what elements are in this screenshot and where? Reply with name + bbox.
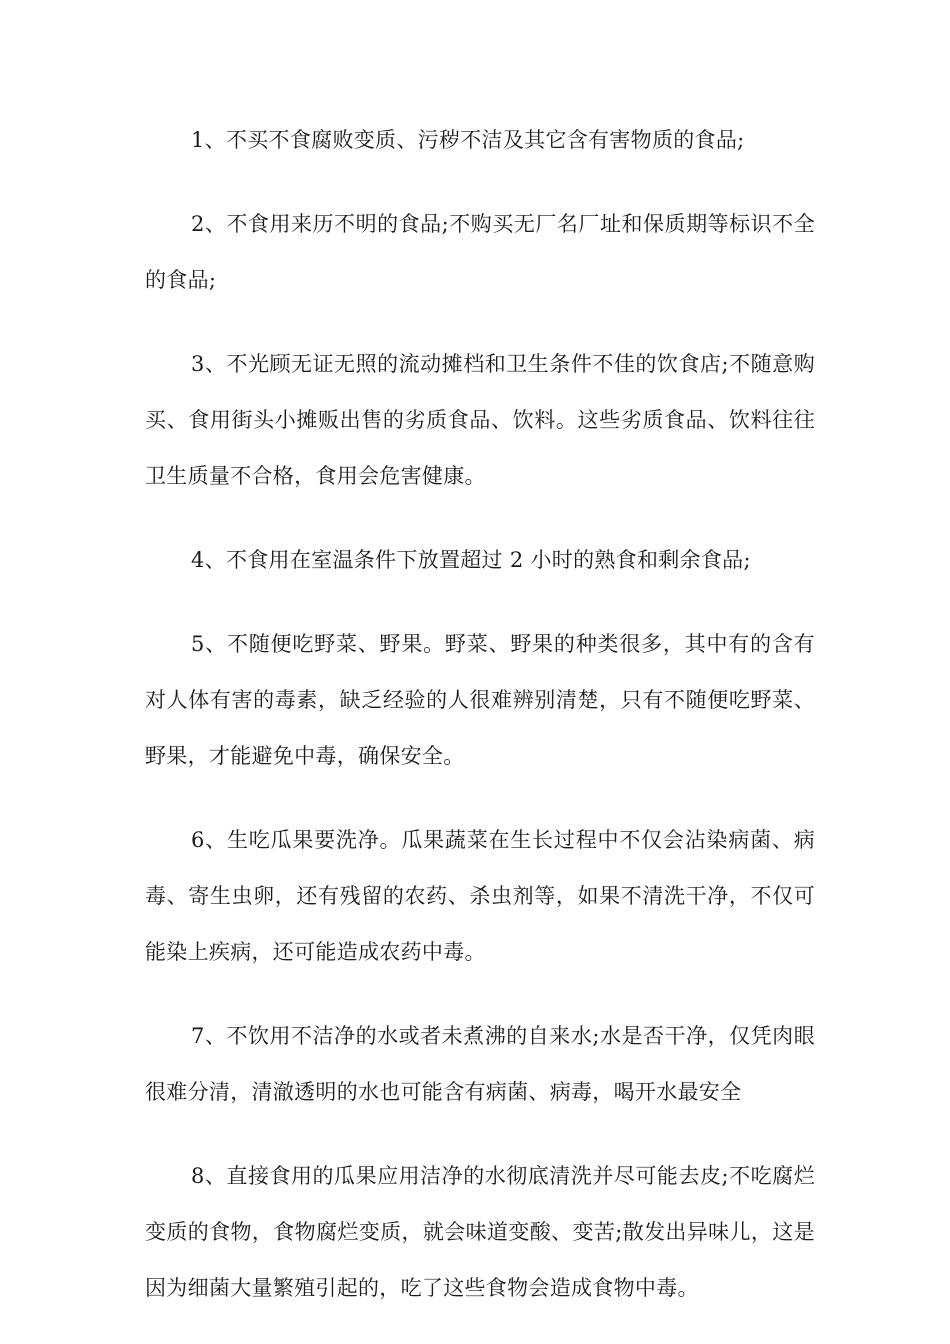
paragraph-7: 7、不饮用不洁净的水或者未煮沸的自来水;水是否干净，仅凭肉眼很难分清，清澈透明的水也可能含有病菌、病毒，喝开水最安全 [145,1024,815,1104]
paragraph-1: 1、不买不食腐败变质、污秽不洁及其它含有害物质的食品; [191,128,745,152]
paragraph-5: 5、不随便吃野菜、野果。野菜、野果的种类很多，其中有的含有对人体有害的毒素，缺乏经验的人很难辨别清楚，只有不随便吃野菜、野果，才能避免中毒，确保安全。 [145,632,815,768]
paragraph-3: 3、不光顾无证无照的流动摊档和卫生条件不佳的饮食店;不随意购买、食用街头小摊贩出售的劣质食品、饮料。这些劣质食品、饮料往往卫生质量不合格，食用会危害健康。 [145,352,815,488]
paragraph-4: 4、不食用在室温条件下放置超过 2 小时的熟食和剩余食品; [191,548,751,572]
paragraph-8: 8、直接食用的瓜果应用洁净的水彻底清洗并尽可能去皮;不吃腐烂变质的食物，食物腐烂变质，就会味道变酸、变苦;散发出异味儿，这是因为细菌大量繁殖引起的，吃了这些食物会造成食物中毒。 [145,1164,815,1300]
paragraph-6: 6、生吃瓜果要洗净。瓜果蔬菜在生长过程中不仅会沾染病菌、病毒、寄生虫卵，还有残留的农药、杀虫剂等，如果不清洗干净，不仅可能染上疾病，还可能造成农药中毒。 [145,828,815,964]
paragraph-2: 2、不食用来历不明的食品;不购买无厂名厂址和保质期等标识不全的食品; [145,212,815,292]
document-body [145,112,815,1344]
